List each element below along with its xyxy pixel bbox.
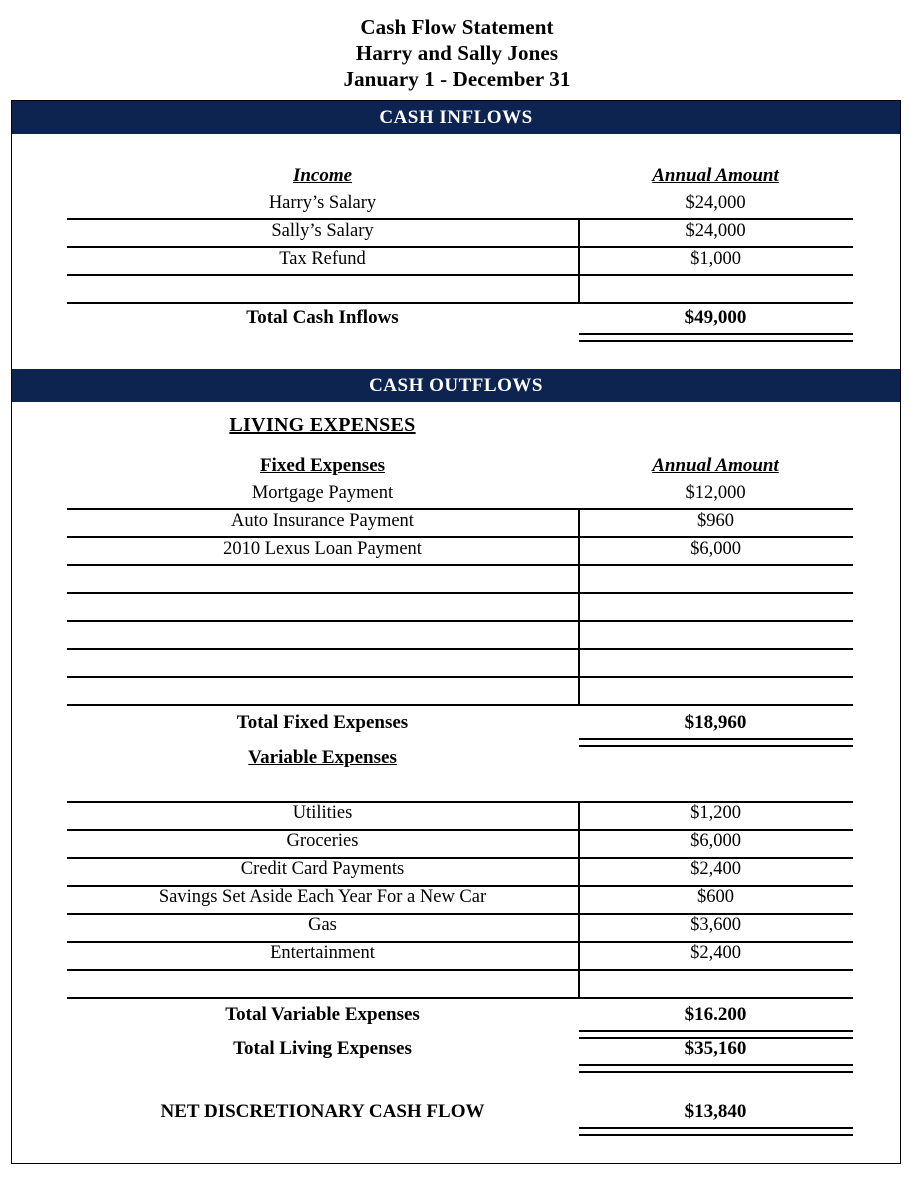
table-rule bbox=[67, 941, 853, 943]
total-living-expenses-amount: $35,160 bbox=[684, 1038, 747, 1059]
table-row: Tax Refund bbox=[279, 249, 366, 269]
table-rule bbox=[67, 648, 853, 650]
net-discretionary-cash-flow-amount: $13,840 bbox=[684, 1101, 747, 1122]
table-rule bbox=[67, 620, 853, 622]
table-row-amount: $3,600 bbox=[690, 915, 741, 935]
table-rule bbox=[67, 274, 853, 276]
table-rule bbox=[67, 536, 853, 538]
table-row-amount: $6,000 bbox=[690, 831, 741, 851]
table-row-amount: $600 bbox=[697, 887, 734, 907]
total-double-rule bbox=[579, 333, 853, 342]
table-row-amount: $2,400 bbox=[690, 859, 741, 879]
table-row: Auto Insurance Payment bbox=[231, 511, 414, 531]
page-title: Cash Flow Statement bbox=[360, 15, 554, 39]
table-rule bbox=[67, 885, 853, 887]
total-fixed-expenses-amount: $18,960 bbox=[684, 712, 747, 733]
table-row-amount: $6,000 bbox=[690, 539, 741, 559]
table-rule bbox=[67, 704, 853, 706]
total-double-rule bbox=[579, 1064, 853, 1073]
total-double-rule bbox=[579, 738, 853, 747]
inflows-header-income: Income bbox=[292, 165, 353, 186]
table-rule bbox=[67, 246, 853, 248]
table-row: Gas bbox=[308, 915, 337, 935]
table-row-amount: $960 bbox=[697, 511, 734, 531]
subsection-heading-living-expenses: LIVING EXPENSES bbox=[229, 414, 416, 436]
total-double-rule bbox=[579, 1127, 853, 1136]
total-fixed-expenses-label: Total Fixed Expenses bbox=[236, 712, 409, 733]
document-title-block bbox=[11, 14, 903, 92]
table-rule bbox=[67, 564, 853, 566]
table-row: Groceries bbox=[286, 831, 359, 851]
table-row: 2010 Lexus Loan Payment bbox=[223, 539, 422, 559]
statement-frame bbox=[11, 100, 901, 1164]
table-row-amount: $12,000 bbox=[685, 483, 746, 503]
total-cash-inflows-amount: $49,000 bbox=[684, 307, 747, 328]
table-row: Utilities bbox=[292, 803, 353, 823]
total-variable-expenses-label: Total Variable Expenses bbox=[225, 1004, 420, 1025]
table-row-amount: $1,000 bbox=[690, 249, 741, 269]
table-rule bbox=[67, 969, 853, 971]
table-column-divider bbox=[578, 218, 580, 304]
table-rule bbox=[67, 302, 853, 304]
document-subtitle-period: January 1 - December 31 bbox=[343, 67, 571, 91]
table-rule bbox=[67, 913, 853, 915]
table-row: Entertainment bbox=[270, 943, 375, 963]
table-column-divider bbox=[578, 508, 580, 706]
table-rule bbox=[67, 218, 853, 220]
total-living-expenses-label: Total Living Expenses bbox=[233, 1038, 412, 1059]
inflows-header-annual-amount: Annual Amount bbox=[652, 165, 779, 186]
total-variable-expenses-amount: $16.200 bbox=[684, 1004, 747, 1025]
table-row-amount: $24,000 bbox=[685, 221, 746, 241]
table-rule bbox=[67, 592, 853, 594]
table-rule bbox=[67, 508, 853, 510]
fixed-expenses-header-annual-amount: Annual Amount bbox=[652, 455, 779, 476]
table-row-amount: $1,200 bbox=[690, 803, 741, 823]
table-rule bbox=[67, 997, 853, 999]
table-column-divider bbox=[578, 801, 580, 999]
net-discretionary-cash-flow-label: NET DISCRETIONARY CASH FLOW bbox=[160, 1101, 485, 1122]
table-row: Credit Card Payments bbox=[240, 859, 405, 879]
table-rule bbox=[67, 829, 853, 831]
total-cash-inflows-label: Total Cash Inflows bbox=[246, 307, 399, 328]
table-row-amount: $24,000 bbox=[685, 193, 746, 213]
table-row: Sally’s Salary bbox=[271, 221, 374, 241]
variable-expenses-header: Variable Expenses bbox=[248, 747, 397, 768]
section-banner-cash-inflows: CASH INFLOWS bbox=[12, 101, 900, 134]
table-row: Harry’s Salary bbox=[268, 193, 377, 213]
table-rule bbox=[67, 857, 853, 859]
document-subtitle-names: Harry and Sally Jones bbox=[355, 41, 559, 65]
section-banner-cash-outflows: CASH OUTFLOWS bbox=[12, 369, 900, 402]
table-rule bbox=[67, 676, 853, 678]
fixed-expenses-header: Fixed Expenses bbox=[259, 455, 386, 476]
table-row-amount: $2,400 bbox=[690, 943, 741, 963]
table-row: Mortgage Payment bbox=[251, 483, 394, 503]
table-row: Savings Set Aside Each Year For a New Car bbox=[158, 887, 487, 907]
